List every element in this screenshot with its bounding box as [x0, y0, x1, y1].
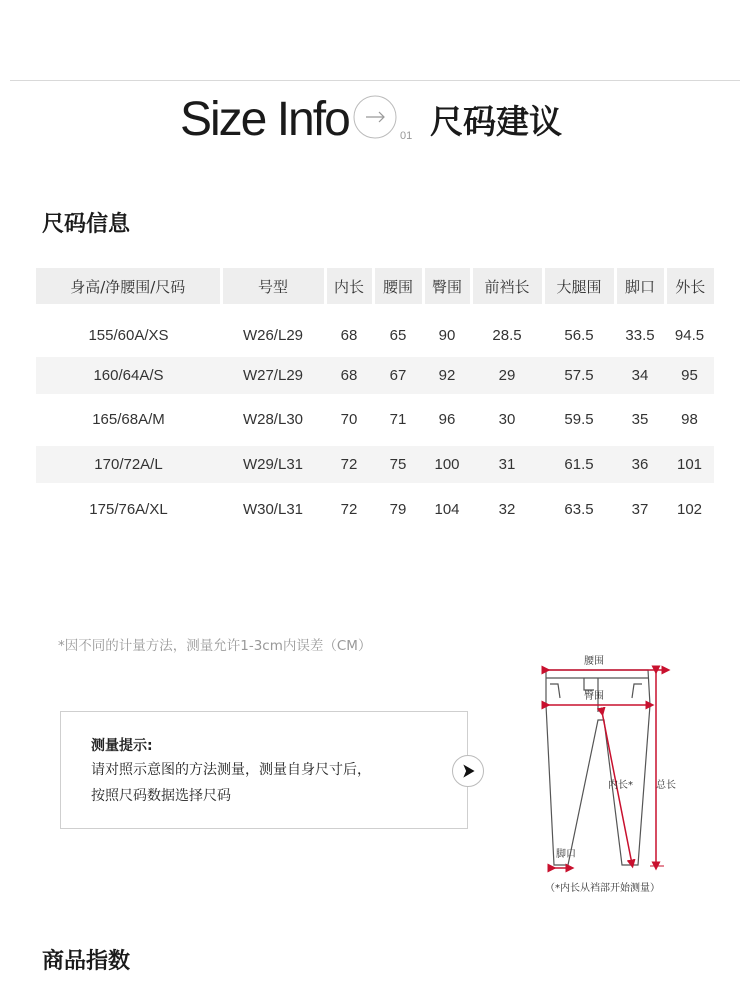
table-cell: 68 [340, 326, 358, 344]
table-cell: 98 [681, 411, 698, 429]
tip-title: 测量提示: [91, 738, 153, 754]
table-cell: 165/68A/M [92, 411, 165, 429]
table-cell: W26/L29 [242, 326, 304, 344]
table-row [36, 483, 714, 536]
table-cell: 33.5 [625, 326, 655, 344]
table-cell: W29/L31 [221, 446, 325, 483]
table-cell: W27/L29 [221, 357, 325, 394]
table-cell: 37 [631, 500, 649, 518]
column-header: 前裆长 [471, 268, 543, 304]
header-title-en: Size Info [180, 93, 349, 146]
table-cell: 34 [615, 357, 665, 394]
size-info-section-title: 尺码信息 [42, 212, 131, 237]
table-cell: W30/L31 [242, 500, 304, 518]
table-cell: 35 [631, 411, 649, 429]
column-header: 腰围 [373, 268, 423, 304]
table-cell: 71 [389, 411, 407, 429]
table-cell: 175/76A/XL [89, 500, 168, 518]
pants-measurement-diagram [538, 650, 688, 898]
outseam-label: 总长 [656, 780, 676, 791]
table-cell: 59.5 [564, 411, 594, 429]
measurement-note: *因不同的计量方法，测量允许1-3cm内误差（CM） [58, 638, 372, 654]
table-cell: 72 [325, 446, 373, 483]
table-cell: 36 [615, 446, 665, 483]
table-cell: 96 [438, 411, 456, 429]
table-cell: 57.5 [543, 357, 615, 394]
column-header: 内长 [325, 268, 373, 304]
tip-text: 请对照示意图的方法测量，测量自身尺寸后， [91, 762, 371, 778]
table-cell: 68 [325, 357, 373, 394]
table-cell: 100 [423, 446, 471, 483]
table-cell: 63.5 [564, 500, 594, 518]
arrow-right-icon[interactable] [452, 755, 484, 787]
table-cell: 155/60A/XS [88, 326, 169, 344]
table-cell: 72 [340, 500, 358, 518]
column-header: 臀围 [423, 268, 471, 304]
table-header-row [36, 268, 714, 304]
header-index: 01 [400, 130, 413, 142]
product-index-section-title: 商品指数 [42, 949, 131, 974]
table-row [36, 304, 714, 357]
table-row [36, 394, 714, 447]
table-cell: 61.5 [543, 446, 615, 483]
table-row [36, 446, 714, 483]
column-header: 号型 [221, 268, 325, 304]
inseam-label: 内长* [608, 780, 633, 791]
diagram-caption: （*内长从裆部开始测量） [545, 883, 660, 894]
table-cell: 75 [373, 446, 423, 483]
measurement-tip-box [60, 711, 468, 829]
table-cell: 90 [438, 326, 456, 344]
column-header: 外长 [665, 268, 714, 304]
table-cell: 65 [389, 326, 407, 344]
table-cell: 94.5 [674, 326, 705, 344]
leg-opening-label: 脚口 [556, 849, 576, 860]
size-info-header [0, 88, 750, 158]
table-cell: 79 [389, 500, 407, 518]
table-cell: 70 [340, 411, 358, 429]
table-cell: 92 [423, 357, 471, 394]
header-title-cn: 尺码建议 [430, 102, 562, 141]
size-table [36, 268, 714, 536]
column-header: 身高/净腰围/尺码 [36, 268, 221, 304]
table-cell: 104 [434, 500, 460, 518]
table-cell: 67 [373, 357, 423, 394]
table-cell: 30 [498, 411, 516, 429]
top-divider [10, 80, 740, 81]
table-cell: 102 [676, 500, 703, 518]
table-cell: W28/L30 [242, 411, 304, 429]
tip-text: 按照尺码数据选择尺码 [91, 788, 231, 804]
arrow-circle-icon [352, 94, 398, 140]
column-header: 大腿围 [543, 268, 615, 304]
waist-label: 腰围 [584, 656, 604, 667]
table-cell: 32 [498, 500, 516, 518]
table-cell: 31 [471, 446, 543, 483]
table-cell: 170/72A/L [36, 446, 221, 483]
table-cell: 95 [665, 357, 714, 394]
table-cell: 56.5 [564, 326, 594, 344]
table-cell: 28.5 [492, 326, 522, 344]
table-row [36, 357, 714, 394]
table-cell: 160/64A/S [36, 357, 221, 394]
hip-label: 臀围 [584, 691, 604, 702]
table-cell: 29 [471, 357, 543, 394]
table-cell: 101 [665, 446, 714, 483]
column-header: 脚口 [615, 268, 665, 304]
